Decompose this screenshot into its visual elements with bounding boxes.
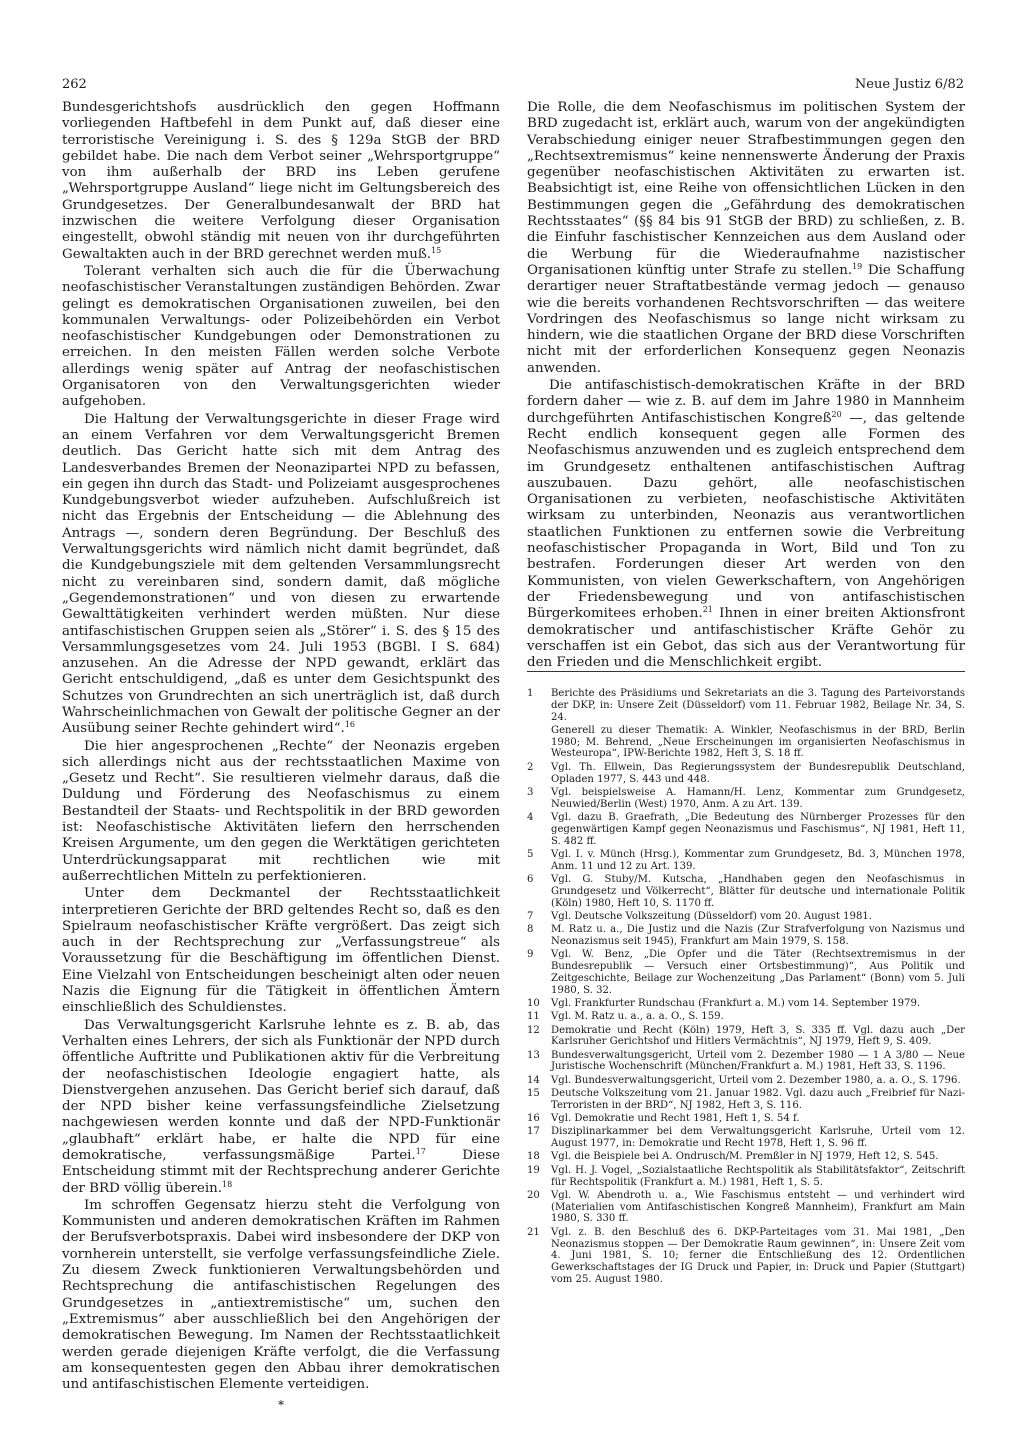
footnote [527, 1025, 965, 1049]
footnote-text: Vgl. z. B. den Beschluß des 6. DKP-Parteitages vom 31. Mai 1981, „Den Neonazismus stoppen — Der Demokratie Raum gewinnen“, in: Unsere Zeit vom 4. Juni 1981, S. 10; ferner die Entschließung des 12. Ordentlichen Gewerkschaftstages der IG Druck und Papier, in: Druck und Papier (Stuttgart) vom 25. August 1980. [551, 1226, 965, 1285]
paragraph: Tolerant verhalten sich auch die für die Überwachung neofaschistischer Veranstaltungen zuständigen Behörden. Zwar gelingt es demokratischen Organisationen zuweilen, bei den kommunalen Verwaltungs- oder Polizeibehörden ein Verbot neofaschistischer Kundgebungen oder Demonstrationen zu erreichen. In den meisten Fällen werden solche Verbote allerdings wenig später auf Antrag der neofaschistischen Organisatoren von den Verwaltungsgerichten wieder aufgehoben. [62, 263, 500, 410]
footnote-text: Vgl. Bundesverwaltungsgericht, Urteil vom 2. Dezember 1980, a. a. O., S. 1796. [551, 1074, 961, 1086]
footnote-ref: 21 [702, 605, 713, 615]
footnote [527, 1088, 965, 1112]
footnote [527, 949, 965, 996]
footnote-number: 19 [527, 1164, 540, 1176]
footnote-text: Vgl. beispielsweise A. Hamann/H. Lenz, Kommentar zum Grundgesetz, Neuwied/Berlin (West) 1970, Anm. A zu Art. 139. [551, 786, 965, 810]
footnote-number: 4 [527, 811, 534, 823]
footnote [527, 1050, 965, 1074]
footnote-text: Vgl. Deutsche Volkszeitung (Düsseldorf) vom 20. August 1981. [551, 910, 872, 922]
journal-title: Neue Justiz 6/82 [854, 77, 964, 92]
left-column [62, 100, 500, 1414]
paragraph: Bundesgerichtshofs ausdrücklich den gegen Hoffmann vorliegenden Haftbefehl in dem Punkt auf, daß dieser eine terroristische Vereinigung i. S. des § 129a StGB der BRD gebildet habe. Die nach dem Verbot seiner „Wehrsportgruppe“ von ihm außerhalb der BRD ins Leben gerufene „Wehrsportgruppe Ausland“ liege nicht im Geltungsbereich des Grundgesetzes. Der Generalbundesanwalt der BRD hat inzwischen die weitere Verfolgung dieser Organisation eingestellt, obwohl ständig mit neuen von ihr durchgeführten Gewaltakten auch in der BRD gerechnet werden muß.$^{15}$ [62, 100, 500, 262]
footnote-ref: 20 [831, 409, 842, 419]
footnote-number: 5 [527, 848, 534, 860]
paragraph: Das Verwaltungsgericht Karlsruhe lehnte es z. B. ab, das Verhalten eines Lehrers, der sich als Funktionär der NPD durch öffentliche Auftritte und Publikationen aktiv für die Verbreitung der neofaschistischen Ideologie engagiert hatte, als Dienstvergehen anzusehen. Das Gericht berief sich darauf, daß der NPD bisher keine verfassungsfeindliche Zielsetzung nachgewiesen werden konnte und daß der NPD-Funktionär „glaubhaft“ erklärt habe, er halte die NPD für eine demokratische, verfassungsmäßige Partei.$^{17}$ Diese Entscheidung stimmt mit der Rechtsprechung anderer Gerichte der BRD völlig überein.$^{18}$ [62, 1017, 501, 1196]
footnote-text: Vgl. H. J. Vogel, „Sozialstaatliche Rechtspolitik als Stabilitätsfaktor“, Zeitschrift für Rechtspolitik (Frankfurt a. M.) 1981, Heft 1, S. 5. [551, 1164, 965, 1188]
footnote-text: Generell zu dieser Thematik: A. Winkler, Neofaschismus in der BRD, Berlin 1980; M. Behrend, „Neue Erscheinungen im organisierten Neofaschismus in Westeuropa“, IPW-Berichte 1982, Heft 3, S. 18 ff. [551, 724, 965, 760]
footnote [527, 688, 965, 723]
page-number: 262 [62, 77, 87, 92]
right-column [527, 100, 965, 671]
footnote [527, 1190, 965, 1225]
footnote-ref: 19 [852, 261, 863, 271]
footnote-text: Vgl. M. Ratz u. a., a. a. O., S. 159. [551, 1011, 724, 1023]
footnote-text: Vgl. dazu B. Graefrath, „Die Bedeutung des Nürnberger Prozesses für den gegenwärtigen Kampf gegen Neonazismus und Faschismus“, NJ 1981, Heft 11, S. 482 ff. [551, 811, 965, 847]
footnote-text: Vgl. G. Stuby/M. Kutscha, „Handhaben gegen den Neofaschismus in Grundgesetz und Völkerrecht“, Blätter für deutsche und internationale Politik (Köln) 1980, Heft 10, S. 1170 ff. [551, 873, 965, 909]
footnote-number: 11 [527, 1011, 540, 1023]
paragraph: Die Haltung der Verwaltungsgerichte in dieser Frage wird an einem Verfahren vor dem Verwaltungsgericht Bremen deutlich. Das Gericht hatte sich mit dem Antrag des Landesverbandes Bremen der Neonazipartei NPD zu befassen, ein gegen ihn durch das Stadt- und Polizeiamt ausgesprochenes Kundgebungsverbot wieder aufzuheben. Aufschlußreich ist nicht das Ergebnis der Entscheidung — die Ablehnung des Antrags —, sondern deren Begründung. Der Beschluß des Verwaltungsgerichts wird nämlich nicht damit begründet, daß die Kundgebungsziele mit dem geltenden Versammlungsrecht nicht zu vereinbaren sind, sondern damit, daß mögliche „Gegendemonstrationen“ und von diesen zu erwartende Gewalttätigkeiten verhindert werden müßten. Nur diese antifaschistischen Gruppen seien als „Störer“ i. S. des § 15 des Versammlungsgesetzes vom 24. Juli 1953 (BGBl. I S. 684) anzusehen. An die Adresse der NPD gewandt, erklärt das Gericht entschuldigend, „daß es unter dem Gesichtspunkt des Schutzes von Grundrechten an sich unerträglich ist, daß durch Wahrscheinlichmachen von Gewalt der politische Gegner an der Ausübung seiner Rechte gehindert wird“.$^{16}$ [62, 411, 500, 737]
footnote [527, 849, 965, 873]
footnote-text: Vgl. W. Abendroth u. a., Wie Faschismus entsteht — und verhindert wird (Materialien vom Antifaschistischen Kongreß Mannheim), Frankfurt am Main 1980, S. 330 ff. [551, 1189, 965, 1225]
paragraph: Die antifaschistisch-demokratischen Kräfte in der BRD fordern daher — wie z. B. auf dem im Jahre 1980 in Mannheim durchgeführten Antifaschistischen Kongreß$^{20}$ —, das geltende Recht endlich konsequent gegen alle Formen des Neofaschismus anzuwenden und es zugleich entsprechend dem im Grundgesetz enthaltenen antifaschistischen Auftrag auszubauen. Dazu gehört, alle neofaschistischen Organisationen zu verbieten, neofaschistische Aktivitäten wirksam zu unterbinden, Neonazis aus verantwortlichen staatlichen Funktionen zu entfernen sowie die Verbreitung neofaschistischer Propaganda in Wort, Bild und Ton zu bestrafen. Forderungen dieser Art werden von den Kommunisten, von vielen Gewerkschaftern, von Angehörigen der Friedensbewegung und von antifaschistischen Bürgerkomitees erhoben.$^{21}$ Ihnen in einer breiten Aktionsfront demokratischer und antifaschistischer Kräfte Gehör zu verschaffen ist ein Gebot, das sich aus der Verantwortung für den Frieden und die Menschlichkeit ergibt. [527, 378, 965, 671]
footnote [527, 1075, 965, 1087]
footnote-number: 16 [527, 1113, 540, 1125]
footnote [527, 787, 965, 811]
footnote [527, 1151, 965, 1163]
footnote [527, 924, 965, 948]
footnote-number: 15 [527, 1088, 540, 1099]
section-separator: * [278, 1398, 284, 1413]
footnote [527, 1165, 965, 1189]
footnote-number: 6 [527, 873, 534, 885]
paragraph: Die Rolle, die dem Neofaschismus im politischen System der BRD zugedacht ist, erklärt auch, warum von der angekündigten Verabschiedung einiger neuer Strafbestimmungen gegen den „Rechtsextremismus“ keine nennenswerte Änderung der Praxis gegenüber neofaschistischen Aktivitäten zu erwarten ist. Beabsichtigt ist, eine Reihe von offensichtlichen Lücken in den Bestimmungen gegen die „Gefährdung des demokratischen Rechtsstaates“ (§§ 84 bis 91 StGB der BRD) zu schließen, z. B. die Einfuhr faschistischer Kennzeichen aus dem Ausland oder die Werbung für die Wiederaufnahme nazistischer Organisationen künftig unter Strafe zu stellen.$^{19}$ Die Schaffung derartiger neuer Straftatbestände vermag jedoch — genauso wie die bereits vorhandenen Rechtsvorschriften — das weitere Vordringen des Neofaschismus so lange nicht wirksam zu hindern, wie die staatlichen Organe der BRD diese Vorschriften nicht mit der erforderlichen Konsequenz gegen Neonazis anwenden. [527, 100, 965, 376]
footnote [527, 812, 965, 847]
footnote-text: Vgl. I. v. Münch (Hrsg.), Kommentar zum Grundgesetz, Bd. 3, München 1978, Anm. 11 und 12 zu Art. 139. [551, 848, 965, 872]
footnote [527, 874, 965, 909]
footnote-number: 1 [527, 688, 534, 699]
footnote-text: Vgl. Demokratie und Recht 1981, Heft 1, S. 54 f. [551, 1113, 800, 1125]
footnote-ref: 16 [344, 720, 355, 730]
footnote-text: M. Ratz u. a., Die Justiz und die Nazis (Zur Strafverfolgung von Nazismus und Neonazismus seit 1945), Frankfurt am Main 1979, S. 158. [551, 924, 965, 947]
footnote [527, 725, 965, 760]
footnote-ref: 17 [415, 1147, 426, 1156]
footnote-number: 10 [527, 997, 540, 1009]
footnote-text: Vgl. die Beispiele bei A. Ondrusch/M. Premßler in NJ 1979, Heft 12, S. 545. [551, 1151, 939, 1163]
footnote-divider [527, 671, 965, 672]
paragraph: Im schroffen Gegensatz hierzu steht die Verfolgung von Kommunisten und anderen demokratischen Kräften im Rahmen der Berufsverbotspraxis. Dabei wird insbesondere der DKP von vornherein unterstellt, sie verfolge verfassungsfeindliche Ziele. Zu diesem Zweck funktionieren Verwaltungsbehörden und Rechtsprechung die antifaschistischen Regelungen des Grundgesetzes in „antiextremistische“ um, suchen den „Extremismus“ aber ausschließlich bei den Angehörigen der demokratischen Bewegung. Im Namen der Rechtsstaatlichkeit werden gerade diejenigen Kräfte verfolgt, die die Verfassung am konsequentesten gegen den Abbau ihrer demokratischen und antifaschistischen Elemente verteidigen. [62, 1197, 500, 1393]
footnote-number: 20 [527, 1189, 540, 1201]
footnote [527, 762, 965, 786]
footnote-number: 17 [527, 1126, 540, 1138]
footnote-text: Berichte des Präsidiums und Sekretariats an die 3. Tagung des Parteivorstands der DKP, in: Unsere Zeit (Düsseldorf) vom 11. Februar 1982, Beilage Nr. 34, S. 24. [551, 688, 965, 723]
footnote-ref: 15 [431, 245, 442, 255]
footnote-number [527, 725, 551, 760]
footnote-number: 2 [527, 761, 534, 773]
footnote-number: 18 [527, 1151, 540, 1163]
footnote-number: 3 [527, 786, 534, 798]
footnote [527, 1227, 965, 1286]
footnote-text: Deutsche Volkszeitung vom 21. Januar 1982. Vgl. dazu auch „Freibrief für Nazi-Terroristen in der BRD“, NJ 1982, Heft 3, S. 116. [551, 1088, 965, 1111]
page-header [62, 77, 964, 99]
footnote-number: 7 [527, 910, 534, 922]
footnote-number: 8 [527, 924, 534, 936]
footnote-number: 12 [527, 1024, 540, 1036]
footnote-text: Vgl. Th. Ellwein, Das Regierungssystem der Bundesrepublik Deutschland, Opladen 1977, S. 443 und 448. [551, 761, 965, 785]
footnote-text: Vgl. Frankfurter Rundschau (Frankfurt a. M.) vom 14. September 1979. [551, 997, 921, 1009]
paragraph: Die hier angesprochenen „Rechte“ der Neonazis ergeben sich allerdings nicht aus der rechtsstaatlichen Maxime von „Gesetz und Recht“. Sie resultieren vielmehr daraus, daß die Duldung und Förderung des Neofaschismus zu einem Bestandteil der Staats- und Rechtspolitik in der BRD geworden ist: Neofaschistische Aktivitäten liefern den herrschenden Kreisen Argumente, um den gegen die Werktätigen gerichteten Unterdrückungsapparat mit rechtlichen wie mit außerrechtlichen Mitteln zu perfektionieren. [62, 738, 500, 884]
footnote-number: 21 [527, 1226, 540, 1238]
footnotes [527, 688, 965, 1287]
footnote-text: Demokratie und Recht (Köln) 1979, Heft 3, S. 335 ff. Vgl. dazu auch „Der Karlsruher Gerichtshof und Hitlers Vermächtnis“, NJ 1979, Heft 9, S. 409. [551, 1024, 965, 1048]
footnote [527, 1113, 965, 1125]
footnote [527, 998, 965, 1010]
footnote [527, 1126, 965, 1150]
paragraph: Unter dem Deckmantel der Rechtsstaatlichkeit interpretieren Gerichte der BRD geltendes Recht so, daß es den Spielraum neofaschistischer Kräfte vergrößert. Das zeigt sich auch in der Rechtsprechung zur „Verfassungstreue“ als Voraussetzung für die Beschäftigung im öffentlichen Dienst. Eine Vielzahl von Entscheidungen bescheinigt alten oder neuen Nazis die Eignung für die Tätigkeit in öffentlichen Ämtern einschließlich des Schuldienstes. [62, 886, 500, 1016]
footnote [527, 911, 965, 923]
footnote-text: Vgl. W. Benz, „Die Opfer und die Täter (Rechtsextremismus in der Bundesrepublik — Versuch einer Ortsbestimmung)“, Aus Politik und Zeitgeschichte, Beilage zur Wochenzeitung „Das Parlament“ (Bonn) vom 5. Juli 1980, S. 32. [551, 949, 965, 996]
footnote-number: 9 [527, 949, 534, 961]
footnote [527, 1011, 965, 1023]
footnote-text: Disziplinarkammer bei dem Verwaltungsgericht Karlsruhe, Urteil vom 12. August 1977, in: Demokratie und Recht 1978, Heft 1, S. 96 ff. [551, 1126, 965, 1150]
footnote-number: 13 [527, 1049, 540, 1061]
footnote-number: 14 [527, 1074, 540, 1086]
footnote-text: Bundesverwaltungsgericht, Urteil vom 2. Dezember 1980 — 1 A 3/80 — Neue Juristische Wochenschrift (München/Frankfurt a. M.) 1981, Heft 33, S. 1196. [551, 1049, 965, 1073]
footnote-ref: 18 [221, 1179, 233, 1189]
